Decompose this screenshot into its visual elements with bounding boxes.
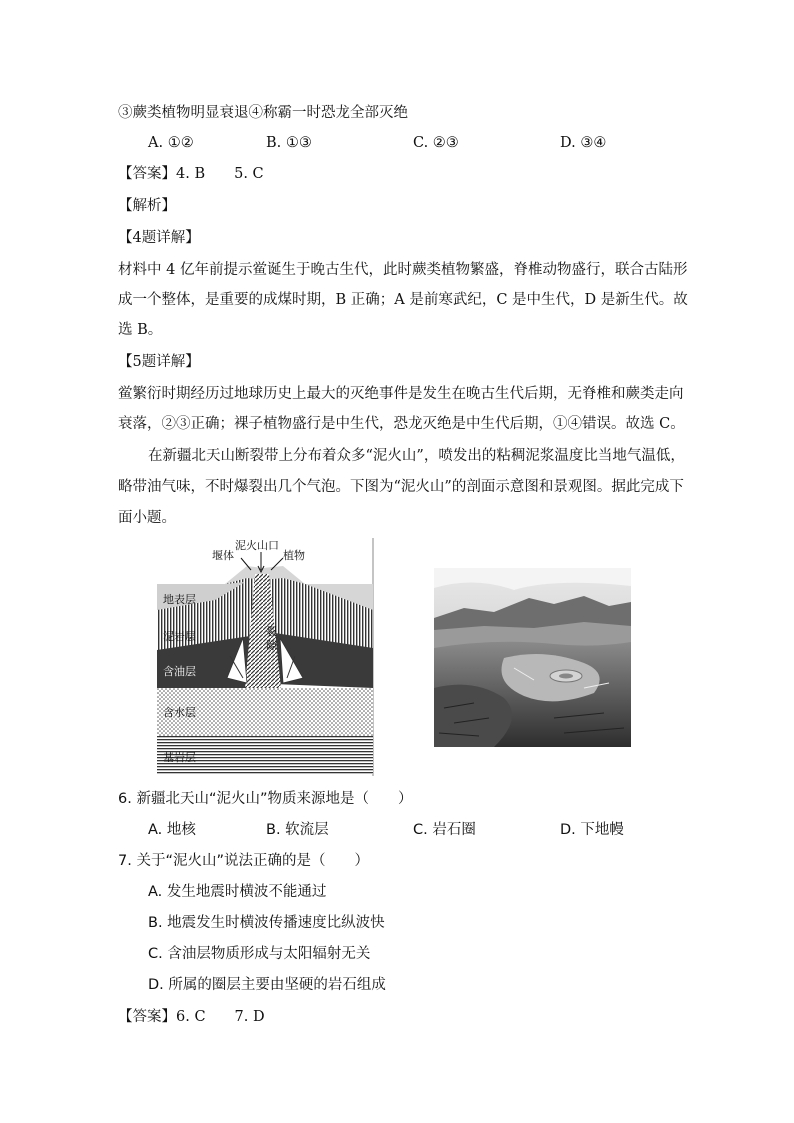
q4-text-line-1: 材料中 4 亿年前提示鲎诞生于晚古生代，此时蕨类植物繁盛，脊椎动物盛行，联合古陆形 — [118, 262, 688, 278]
landscape-photo-svg — [434, 568, 631, 747]
q4-text-line-3: 选 B。 — [118, 322, 163, 338]
q7-option-b: B. 地震发生时横波传播速度比纵波快 — [148, 915, 385, 931]
q6-option-c: C. 岩石圈 — [413, 822, 476, 838]
q7-stem: 7. 关于“泥火山”说法正确的是（ ） — [118, 853, 369, 869]
q7-option-a: A. 发生地震时横波不能通过 — [148, 884, 327, 900]
q6-stem: 6. 新疆北天山“泥火山”物质来源地是（ ） — [118, 791, 413, 807]
q5-text-line-2: 衰落，②③正确；裸子植物盛行是中生代，恐龙灭绝是中生代后期，①④错误。故选 C。 — [118, 416, 685, 432]
answer-6-7: 【答案】6. C 7. D — [118, 1009, 265, 1025]
label-fissure-2: 隙 — [266, 639, 277, 652]
material-line-2: 略带油气味，不时爆裂出几个气泡。下图为“泥火山”的剖面示意图和景观图。据此完成下 — [118, 479, 684, 495]
q4-text-line-2: 成一个整体，是重要的成煤时期，B 正确；A 是前寒武纪，C 是中生代，D 是新生代。故 — [118, 292, 688, 308]
q5-option-b: B. ①③ — [266, 135, 312, 151]
q4-heading: 【4题详解】 — [118, 230, 200, 246]
q6-option-b: B. 软流层 — [266, 822, 329, 838]
label-surface-layer: 地表层 — [163, 593, 196, 606]
q5-heading: 【5题详解】 — [118, 354, 200, 370]
cross-section-svg — [155, 538, 375, 776]
q5-text-line-1: 鲎繁衍时期经历过地球历史上最大的灭绝事件是发生在晚古生代后期，无脊椎和蕨类走向 — [118, 386, 684, 402]
q6-option-d: D. 下地幔 — [560, 822, 624, 838]
q5-stem-tail: ③蕨类植物明显衰退④称霸一时恐龙全部灭绝 — [118, 105, 408, 121]
analysis-label: 【解析】 — [118, 198, 176, 214]
q7-option-c: C. 含油层物质形成与太阳辐射无关 — [148, 946, 371, 962]
label-bedrock-layer: 基岩层 — [163, 751, 196, 764]
label-crater: 泥火山口 — [235, 539, 279, 552]
label-fissure-1: 裂 — [266, 625, 277, 638]
answer-4-5: 【答案】4. B 5. C — [118, 166, 264, 182]
material-line-1: 在新疆北天山断裂带上分布着众多“泥火山”，喷发出的粘稠泥浆温度比当地气温低， — [148, 448, 685, 464]
label-plant: 植物 — [283, 549, 305, 562]
mud-volcano-landscape-photo — [434, 568, 631, 747]
label-mudrock-layer: 泥岩层 — [163, 630, 196, 643]
q7-option-d: D. 所属的圈层主要由坚硬的岩石组成 — [148, 977, 386, 993]
material-line-3: 面小题。 — [118, 510, 176, 526]
mud-volcano-cross-section — [155, 538, 375, 776]
q5-option-c: C. ②③ — [413, 135, 459, 151]
label-oil-layer: 含油层 — [163, 665, 196, 678]
q6-option-a: A. 地核 — [148, 822, 196, 838]
q5-option-d: D. ③④ — [560, 135, 607, 151]
label-water-layer: 含水层 — [163, 706, 196, 719]
label-dam: 堰体 — [212, 549, 234, 562]
q5-option-a: A. ①② — [148, 135, 194, 151]
